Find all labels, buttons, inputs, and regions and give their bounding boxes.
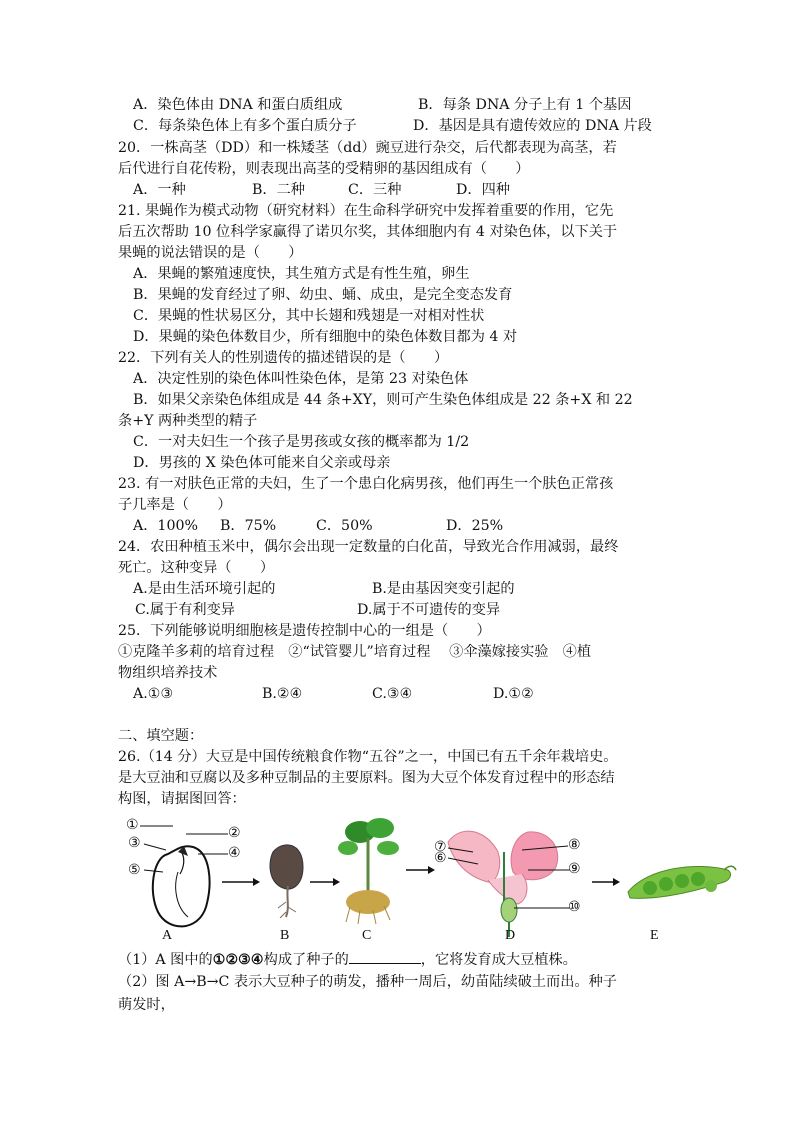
soybean-development-figure [118, 812, 738, 957]
q22-option-b-line2: 条+Y 两种类型的精子 [118, 413, 258, 429]
q25-items-line1: ①克隆羊多莉的培育过程 ②“试管婴儿”培育过程 ③伞藻嫁接实验 ④植 [118, 644, 592, 660]
q26-sub1-prefix: （1）A 图中的 [118, 952, 213, 968]
q26-sub1-suffix: ，它将发育成大豆植株。 [420, 952, 577, 968]
seed-mark-4: ④ [228, 846, 241, 861]
flower-mark-9: ⑨ [568, 862, 581, 877]
q21-stem-line2: 后五次帮助 10 位科学家赢得了诺贝尔奖，其体细胞内有 4 对染色体，以下关于 [118, 224, 618, 240]
q24-option-d: D.属于不可遗传的变异 [357, 602, 501, 618]
seed-mark-5: ⑤ [128, 863, 141, 878]
q26-sub1 [118, 949, 577, 971]
q22-option-b-line1: B．如果父亲染色体组成是 44 条+XY，则可产生染色体组成是 22 条+X 和 22 [133, 392, 633, 408]
q23-option-d: D．25% [446, 518, 504, 534]
q21-option-a: A．果蝇的繁殖速度快，其生殖方式是有性生殖，卵生 [133, 266, 470, 282]
flower-mark-6: ⑥ [434, 851, 447, 866]
q20-option-c: C．三种 [348, 182, 402, 198]
q21-option-b: B．果蝇的发育经过了卵、幼虫、蛹、成虫，是完全变态发育 [133, 287, 513, 303]
flower-mark-7: ⑦ [434, 840, 447, 855]
q21-stem-line3: 果蝇的说法错误的是（ ） [118, 245, 303, 261]
q21-stem-line1: 21. 果蝇作为模式动物（研究材料）在生命科学研究中发挥着重要的作用，它先 [118, 203, 614, 219]
pea-pod [628, 866, 736, 898]
q20-stem-line1: 20．一株高茎（DD）和一株矮茎（dd）豌豆进行杂交，后代都表现为高茎，若 [118, 140, 617, 156]
q20-option-d: D．四种 [456, 182, 510, 198]
seed-mark-3: ③ [128, 836, 141, 851]
q23-option-c: C．50% [316, 518, 373, 534]
q26-sub2-line2: 萌发时， [118, 997, 175, 1013]
q24-option-a: A.是由生活环境引起的 [133, 581, 276, 597]
q25-option-c: C.③④ [372, 686, 413, 702]
figure-label-a: A [162, 928, 173, 943]
q25-items-line2: 物组织培养技术 [118, 665, 218, 681]
flower-mark-10: ⑩ [568, 900, 581, 915]
q26-stem-line3: 构图，请据图回答： [118, 791, 246, 807]
figure-drawing [118, 812, 738, 957]
q22-option-c: C．一对夫妇生一个孩子是男孩或女孩的概率都为 1/2 [133, 434, 470, 450]
q19-option-b: B．每条 DNA 分子上有 1 个基因 [418, 97, 632, 113]
figure-label-b: B [280, 928, 290, 943]
seed-diagram [140, 826, 228, 926]
q21-option-d: D．果蝇的染色体数目少，所有细胞中的染色体数目都为 4 对 [133, 329, 518, 345]
q26-sub1-middle: 构成了种子的 [263, 952, 349, 968]
q26-answer-blank[interactable] [349, 949, 421, 964]
arrow-c-d [406, 866, 435, 874]
q22-option-d: D．男孩的 X 染色体可能来自父亲或母亲 [133, 455, 391, 471]
q24-stem-line2: 死亡。这种变异（ ） [118, 560, 275, 576]
q21-option-c: C．果蝇的性状易区分，其中长翅和残翅是一对相对性状 [133, 308, 485, 324]
figure-label-e: E [650, 928, 659, 943]
seedling [338, 818, 399, 924]
q24-stem-line1: 24．农田种植玉米中，偶尔会出现一定数量的白化苗，导致光合作用减弱，最终 [118, 539, 619, 555]
arrow-a-b [222, 878, 260, 886]
flower-diagram [448, 831, 570, 937]
q25-stem: 25．下列能够说明细胞核是遗传控制中心的一组是（ ） [118, 623, 491, 639]
figure-label-c: C [362, 928, 372, 943]
flower-mark-8: ⑧ [568, 838, 581, 853]
section-title: 二、填空题： [118, 728, 204, 744]
figure-label-d: D [505, 928, 516, 943]
q23-option-b: B．75% [220, 518, 277, 534]
arrow-d-e [592, 878, 620, 886]
q26-sub2-line1: （2）图 A→B→C 表示大豆种子的萌发，播种一周后，幼苗陆续破土而出。种子 [118, 974, 617, 990]
q19-option-d: D．基因是具有遗传效应的 DNA 片段 [413, 118, 652, 134]
q26-stem-line2: 是大豆油和豆腐以及多种豆制品的主要原料。图为大豆个体发育过程中的形态结 [118, 770, 615, 786]
q23-option-a: A．100% [133, 518, 198, 534]
q25-option-a: A.①③ [133, 686, 174, 702]
q23-stem-line1: 23. 有一对肤色正常的夫妇，生了一个患白化病男孩，他们再生一个肤色正常孩 [118, 476, 614, 492]
q26-stem-line1: 26.（14 分）大豆是中国传统粮食作物“五谷”之一，中国已有五千余年栽培史。 [118, 749, 618, 765]
q25-option-b: B.②④ [262, 686, 303, 702]
q19-option-a: A．染色体由 DNA 和蛋白质组成 [133, 97, 343, 113]
q22-stem: 22．下列有关人的性别遗传的描述错误的是（ ） [118, 350, 449, 366]
q20-option-a: A．一种 [133, 182, 186, 198]
q19-option-c: C．每条染色体上有多个蛋白质分子 [133, 118, 357, 134]
seed-mark-2: ② [228, 826, 241, 841]
q20-option-b: B．二种 [252, 182, 305, 198]
q22-option-a: A．决定性别的染色体叫性染色体，是第 23 对染色体 [133, 371, 469, 387]
q20-stem-line2: 后代进行自花传粉，则表现出高茎的受精卵的基因组成有（ ） [118, 161, 530, 177]
q24-option-c: C.属于有利变异 [135, 602, 235, 618]
q25-option-d: D.①② [493, 686, 534, 702]
arrow-b-c [310, 878, 340, 886]
q23-stem-line2: 子几率是（ ） [118, 497, 232, 513]
q24-option-b: B.是由基因突变引起的 [372, 581, 515, 597]
q26-sub1-marks: ①②③④ [212, 952, 264, 968]
germinating-seed [270, 845, 303, 918]
seed-mark-1: ① [126, 818, 139, 833]
